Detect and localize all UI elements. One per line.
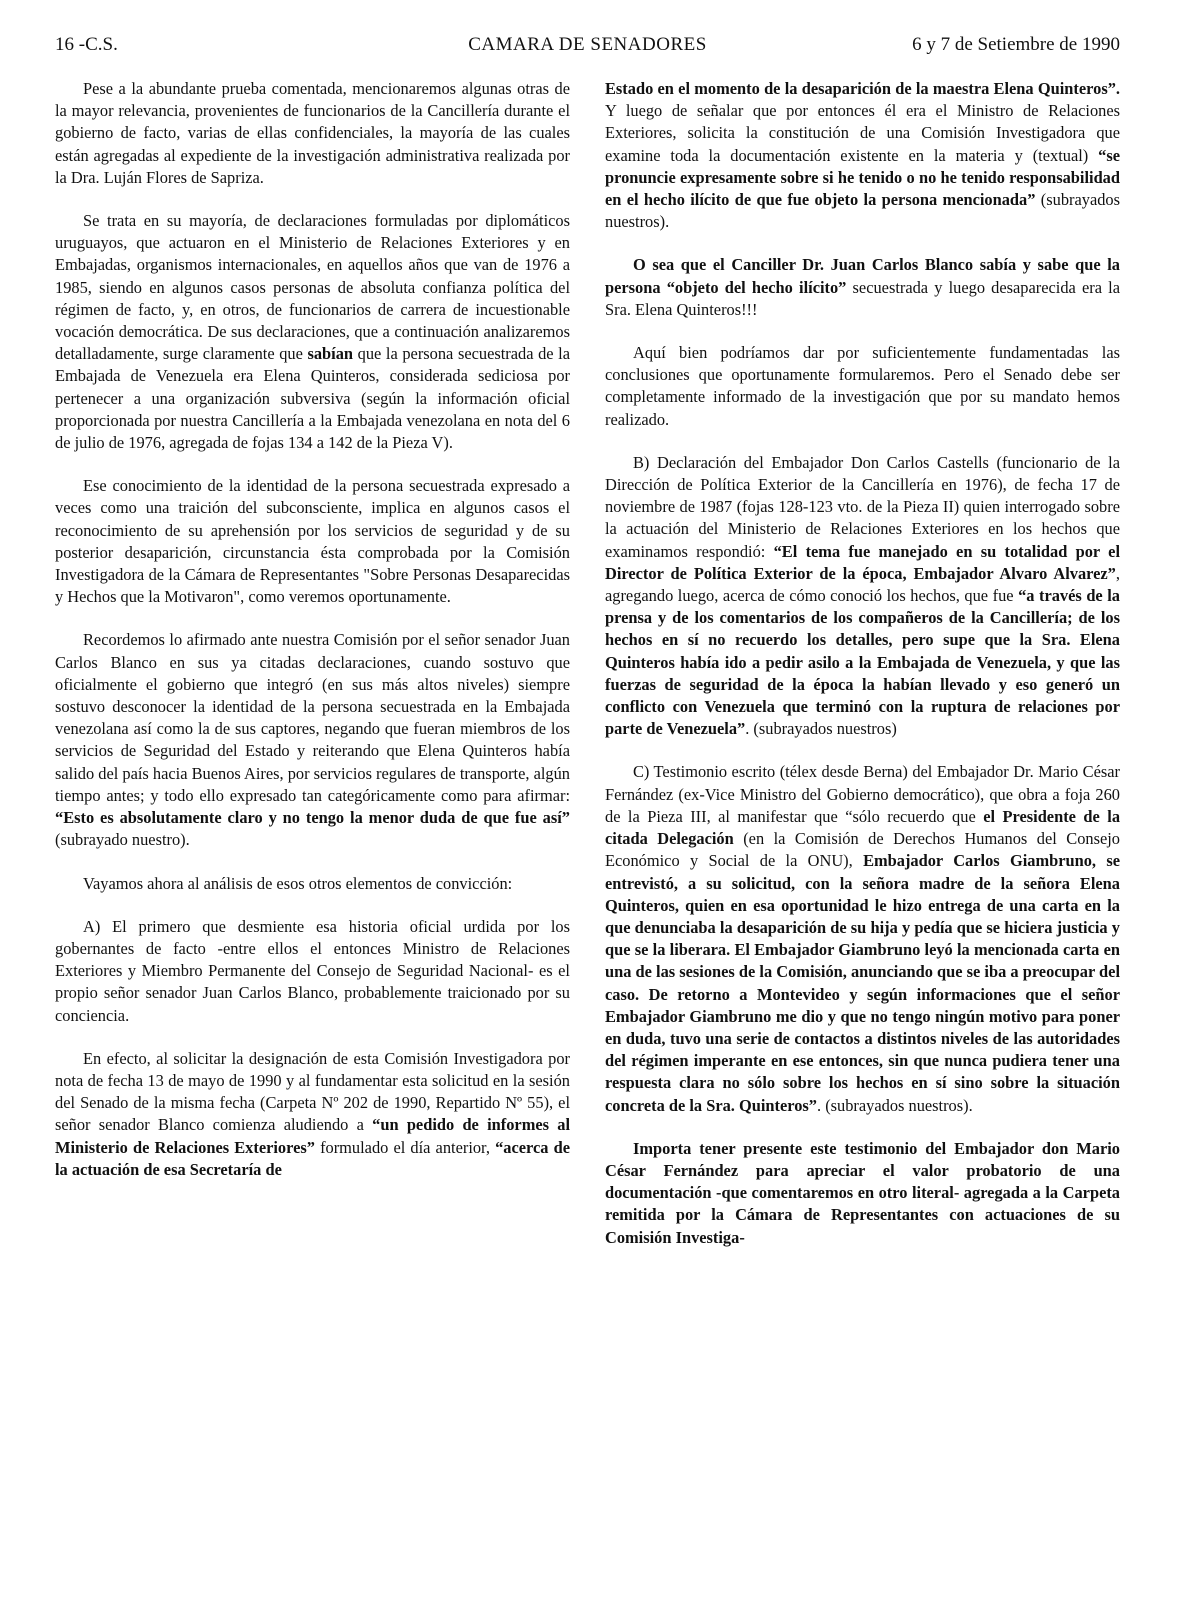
text-run: Vayamos ahora al análisis de esos otros elementos de convicción:	[83, 873, 513, 893]
text-run: C) Testimonio escrito (télex desde Berna) del Embajador Dr. Mario César Fernández (ex-Vice Ministro del Gobierno democrático), que obra a foja 260 de la Pieza III, al manifestar que “sólo recuerdo que	[605, 762, 1120, 826]
bold-text: “acerca de la actuación de esa Secretaría de	[55, 1137, 570, 1179]
page-header	[55, 30, 1120, 60]
text-run: Se trata en su mayoría, de declaraciones formuladas por diplomáticos uruguayos, que actuaron en el Ministerio de Relaciones Exteriores y en Embajadas, organismos internacionales, en aquellos años que van de 1976 a 1985, siendo en algunos casos personas de absoluta confianza política del régimen de facto, y, en otros, de funcionarios de carrera de incuestionable vocación democrática. De sus declaraciones, que a continuación analizaremos detalladamente, surge claramente que	[55, 211, 570, 364]
bold-text: Importa tener presente este testimonio del Embajador don Mario César Fernández para apreciar el valor probatorio de una documentación -que comentaremos en otro literal- agregada a la Carpeta remitida por la Cámara de Representantes con actuaciones de su Comisión Investiga-	[605, 1138, 1120, 1247]
bold-text: “se pronuncie expresamente sobre si he tenido o no he tenido responsabilidad en el hecho ilícito de que fue objeto la persona mencionada”	[605, 145, 1120, 210]
paragraph	[55, 629, 570, 851]
bold-text: Estado en el momento de la desaparición de la maestra Elena Quinteros”.	[605, 79, 1120, 98]
text-run: secuestrada y luego desaparecida era la Sra. Elena Quinteros!!!	[605, 277, 1120, 319]
text-run: Y luego de señalar que por entonces él era el Ministro de Relaciones Exteriores, solicita la constitución de una Comisión Investigadora que examine toda la documentación existente en la materia y (textual)	[605, 101, 1120, 165]
text-run: Ese conocimiento de la identidad de la persona secuestrada expresado a veces como una traición del subconsciente, implica en algunos casos el reconocimiento de su aprehensión por los servicios de seguridad y de su posterior desaparición, circunstancia ésta comprobada por la Comisión Investigadora de la Cámara de Representantes "Sobre Personas Desaparecidas y Hechos que la Motivaron", como veremos oportunamente.	[55, 476, 570, 607]
paragraph	[55, 210, 570, 454]
page-number: 16 -C.S.	[55, 34, 118, 55]
bold-text: “a través de la prensa y de los comentarios de los compañeros de la Cancillería; de los hechos en sí no recuerdo los detalles, pero supe que la Sra. Elena Quinteros había ido a pedir asilo a la Embajada de Venezuela, y que las fuerzas de seguridad de la época la habían llevado y eso generó un conflicto con Venezuela que terminó con la ruptura de relaciones por parte de Venezuela”	[605, 586, 1120, 739]
text-run: formulado el día anterior,	[314, 1137, 496, 1157]
paragraph	[605, 761, 1120, 1116]
paragraph	[55, 916, 570, 1027]
paragraph	[605, 78, 1120, 233]
text-run: Aquí bien podríamos dar por suficientemente fundamentadas las conclusiones que oportunamente formularemos. Pero el Senado debe ser completamente informado de la investigación que por su mandato hemos realizado.	[605, 343, 1120, 429]
bold-text: “un pedido de informes al Ministerio de Relaciones Exteriores”	[55, 1115, 570, 1157]
right-column	[605, 78, 1120, 1249]
text-run: (en la Comisión de Derechos Humanos del Consejo Económico y Social de la ONU),	[605, 829, 1120, 871]
paragraph	[55, 475, 570, 608]
chamber-title: CAMARA DE SENADORES	[468, 34, 707, 55]
text-run: B) Declaración del Embajador Don Carlos Castells (funcionario de la Dirección de Política Exterior de la Cancillería en 1976), de fecha 17 de noviembre de 1987 (fojas 128-123 vto. de la Pieza II) quien interrogado sobre la actuación del Ministerio de Relaciones Exteriores en los hechos que examinamos respondió:	[605, 452, 1120, 561]
text-run: . (subrayados nuestros).	[817, 1095, 973, 1115]
paragraph	[605, 452, 1120, 741]
bold-text: “El tema fue manejado en su totalidad por el Director de Política Exterior de la época, Embajador Alvaro Alvarez”	[605, 541, 1121, 583]
paragraph	[55, 1048, 570, 1181]
text-run: (subrayado nuestro).	[55, 830, 190, 850]
bold-text: el Presidente de la citada Delegación	[605, 806, 1121, 849]
text-run: que la persona secuestrada de la Embajada de Venezuela era Elena Quinteros, considerada sediciosa por pertenecer a una organización subversiva (según la información oficial proporcionada por nuestra Cancillería a la Embajada venezolana en nota del 6 de julio de 1976, agregada de fojas 134 a 142 de la Pieza V).	[55, 344, 570, 453]
bold-text: sabían	[307, 344, 354, 364]
paragraph	[55, 78, 570, 189]
paragraph	[605, 254, 1120, 321]
text-run: (subrayados nuestros).	[605, 190, 1120, 232]
bold-text: Embajador Carlos Giambruno, se entrevistó, a su solicitud, con la señora madre de la señora Elena Quinteros, quien en esa oportunidad le hizo entrega de una carta en la que denunciaba la desaparición de su hija y pedía que se hiciera justicia y que se la liberara. El Embajador Giambruno leyó la mencionada carta en una de las sesiones de la Comisión, anunciando que se iba a preocupar del caso. De retorno a Montevideo y según informaciones que el señor Embajador Giambruno me dio y que no tengo ningún motivo para poner en duda, tuvo una serie de contactos a distintos niveles de las autoridades del régimen imperante en ese entonces, sin que nunca pudiera tener una respuesta clara no sólo sobre los hechos en sí sino sobre la situación concreta de la Sra. Quinteros”	[605, 851, 1120, 1115]
bold-text: O sea que el Canciller Dr. Juan Carlos Blanco sabía y sabe que la persona “objeto del hecho ilícito”	[605, 255, 1120, 297]
text-run: A) El primero que desmiente esa historia oficial urdida por los gobernantes de facto -entre ellos el entonces Ministro de Relaciones Exteriores y Miembro Permanente del Consejo de Seguridad Nacional- es el propio señor senador Juan Carlos Blanco, probablemente traicionado por su conciencia.	[55, 916, 570, 1025]
text-run: Recordemos lo afirmado ante nuestra Comisión por el señor senador Juan Carlos Blanco en sus ya citadas declaraciones, cuando sostuvo que oficialmente el gobierno que integró (en sus más altos niveles) siempre sostuvo desconocer la identidad de la persona secuestrada en la Embajada venezolana así como la de sus captores, negando que fueran miembros de los servicios de Seguridad del Estado y reiterando que Elena Quinteros había salido del país hacia Buenos Aires, por servicios regulares de transporte, algún tiempo antes; y todo ello expresado tan categóricamente como para afirmar:	[55, 630, 570, 805]
text-run: Pese a la abundante prueba comentada, mencionaremos algunas otras de la mayor relevancia, provenientes de funcionarios de la Cancillería durante el gobierno de facto, varias de ellas confidenciales, la mayoría de las cuales están agregadas al expediente de la investigación administrativa realizada por la Dra. Luján Flores de Sapriza.	[55, 79, 570, 187]
session-date: 6 y 7 de Setiembre de 1990	[912, 34, 1120, 55]
paragraph	[55, 873, 570, 895]
text-run: , agregando luego, acerca de cómo conoció los hechos, que fue	[605, 563, 1120, 606]
text-run: . (subrayados nuestros)	[745, 719, 897, 739]
paragraph	[605, 1138, 1120, 1249]
bold-text: “Esto es absolutamente claro y no tengo la menor duda de que fue así”	[55, 808, 570, 828]
left-column	[55, 78, 570, 1181]
text-run: En efecto, al solicitar la designación de esta Comisión Investigadora por nota de fecha 13 de mayo de 1990 y al fundamentar esta solicitud en la sesión del Senado de la misma fecha (Carpeta Nº 202 de 1990, Repartido Nº 55), el señor senador Blanco comienza aludiendo a	[55, 1048, 570, 1135]
paragraph	[605, 342, 1120, 431]
